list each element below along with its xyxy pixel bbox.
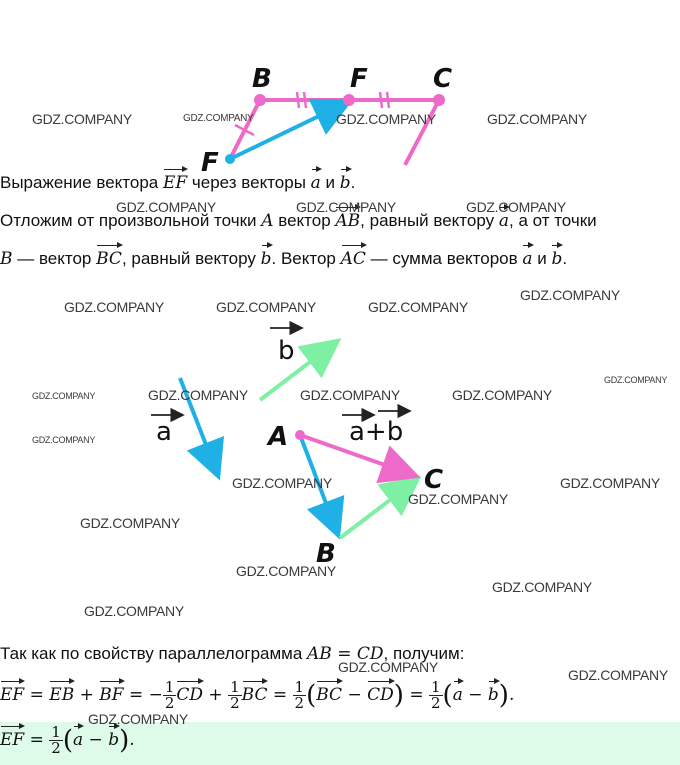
watermark: GDZ.COMPANY — [452, 387, 552, 403]
text-line-3: B — вектор BC, равный вектору b. Вектор AC — сумма векторов a и b. — [0, 249, 568, 269]
point-c — [433, 94, 445, 106]
text-line-1: Выражение вектора EF через векторы a и b. — [0, 173, 356, 193]
watermark: GDZ.COMPANY — [116, 199, 216, 215]
vector-ef-label: EF — [162, 173, 188, 193]
text-line-4: Так как по свойству параллелограмма AB = CD, получим: — [0, 644, 465, 664]
label-point-a: A — [268, 422, 289, 452]
watermark: GDZ.COMPANY — [492, 579, 592, 595]
point-f — [343, 94, 355, 106]
watermark: GDZ.COMPANY — [216, 299, 316, 315]
segment-cd — [405, 100, 439, 165]
tick-mark — [297, 92, 299, 108]
watermark: GDZ.COMPANY — [300, 387, 400, 403]
label-f-top: F — [350, 64, 368, 94]
watermark: GDZ.COMPANY — [183, 113, 254, 124]
watermark: GDZ.COMPANY — [32, 391, 96, 401]
watermark: GDZ.COMPANY — [368, 299, 468, 315]
watermark: GDZ.COMPANY — [84, 603, 184, 619]
tick-mark — [304, 92, 306, 108]
watermark: GDZ.COMPANY — [296, 199, 396, 215]
label-b: B — [252, 64, 272, 94]
watermark: GDZ.COMPANY — [520, 287, 620, 303]
label-a-vector: a — [156, 417, 172, 447]
watermark: GDZ.COMPANY — [466, 199, 566, 215]
fraction-half: $\frac{1}{2}$ — [294, 678, 305, 712]
watermark: GDZ.COMPANY — [64, 299, 164, 315]
watermark: GDZ.COMPANY — [32, 435, 96, 445]
fraction-half: $\frac{1}{2}$ — [230, 678, 240, 712]
watermark: GDZ.COMPANY — [32, 111, 132, 127]
label-sum: a+b — [349, 417, 404, 447]
watermark: GDZ.COMPANY — [148, 387, 248, 403]
watermark: GDZ.COMPANY — [80, 515, 180, 531]
point-a — [295, 430, 305, 440]
watermark: GDZ.COMPANY — [560, 475, 660, 491]
tick-mark — [380, 92, 382, 108]
vector-sum-figure — [140, 318, 470, 578]
watermark: GDZ.COMPANY — [487, 111, 587, 127]
equation-answer: EF = $\frac{1}{2}$ (a − b). — [0, 723, 135, 757]
watermark: GDZ.COMPANY — [604, 375, 668, 385]
watermark: GDZ.COMPANY — [236, 563, 336, 579]
label-point-c: C — [424, 465, 444, 495]
watermark: GDZ.COMPANY — [336, 111, 436, 127]
watermark: GDZ.COMPANY — [338, 659, 438, 675]
label-b-vector: b — [278, 336, 295, 366]
tick-mark — [387, 92, 389, 108]
equation-1: EF = EB + BF = − $\frac{1}{2}$ CD + $\frac{1}{2}$ BC = $\frac{1}{2}$ (BC − CD) = $\frac{1}{2}$ (a − b). — [0, 678, 515, 712]
text-line-2: Отложим от произвольной точки A вектор AB, равный вектору a, а от точки — [0, 211, 597, 231]
watermark: GDZ.COMPANY — [232, 475, 332, 491]
watermark: GDZ.COMPANY — [88, 711, 188, 727]
fraction-half: $\frac{1}{2}$ — [430, 678, 441, 712]
point-e — [225, 154, 235, 164]
fraction-half: $\frac{1}{2}$ — [164, 678, 175, 712]
label-point-b: B — [316, 539, 336, 569]
point-b — [254, 94, 266, 106]
label-f-left: F — [201, 148, 219, 175]
watermark: GDZ.COMPANY — [568, 667, 668, 683]
watermark: GDZ.COMPANY — [408, 491, 508, 507]
label-c: C — [433, 64, 453, 94]
vector-bc — [340, 481, 415, 538]
fraction-half: $\frac{1}{2}$ — [51, 723, 61, 757]
